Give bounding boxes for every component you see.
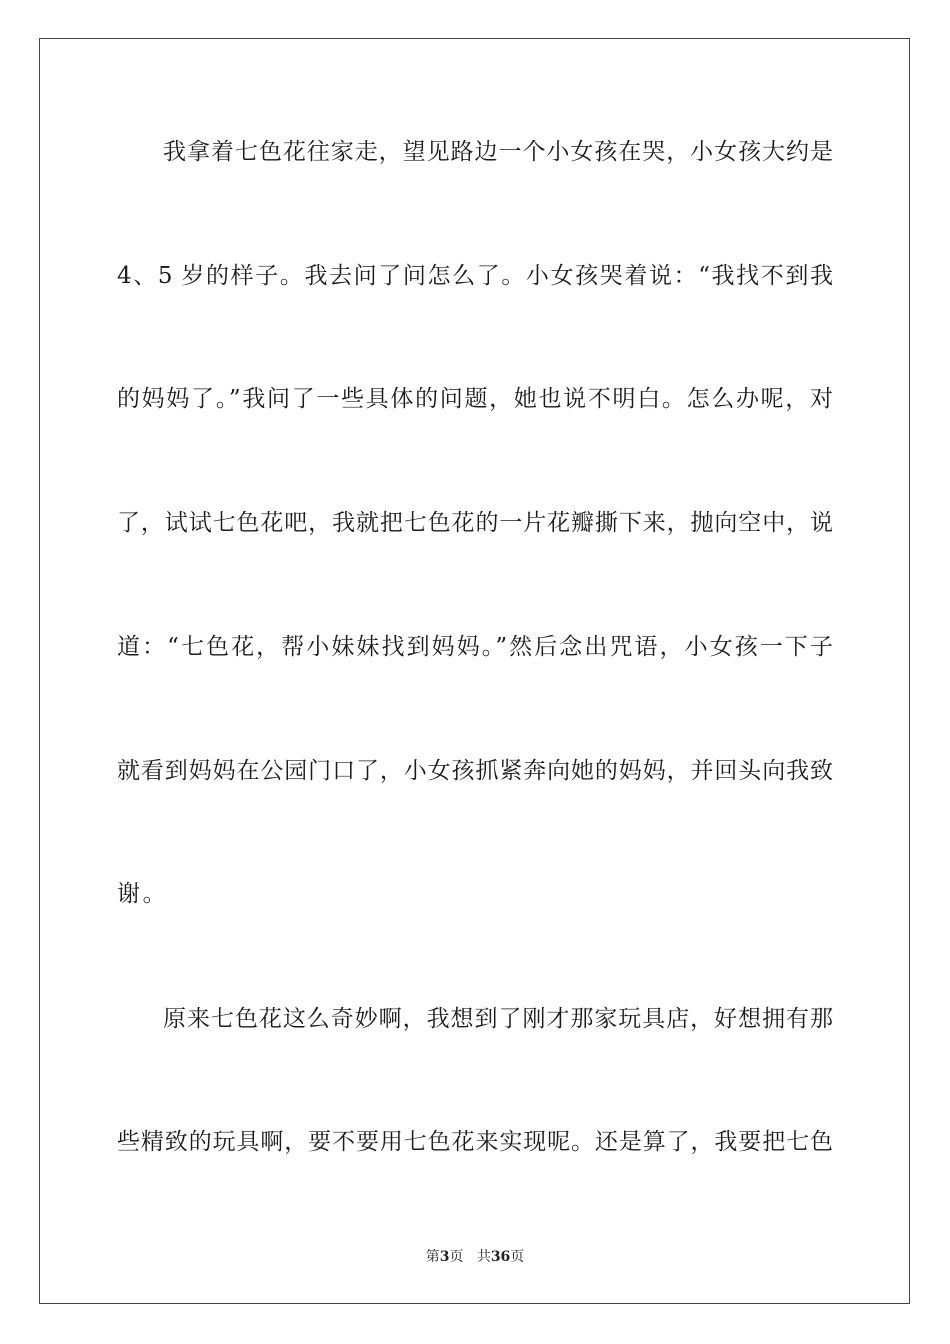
footer-total-unit: 页 xyxy=(510,1249,525,1265)
paragraph-line-1: 我拿着七色花往家走，望见路边一个小女孩在哭，小女孩大约是 xyxy=(163,139,833,165)
footer-total-prefix: 共 xyxy=(476,1249,491,1265)
total-pages-number: 36 xyxy=(490,1249,511,1265)
paragraph-line-7: 谢。 xyxy=(117,881,169,907)
paragraph-line-9: 些精致的玩具啊，要不要用七色花来实现呢。还是算了，我要把七色 xyxy=(117,1129,833,1155)
page-footer xyxy=(0,1246,950,1266)
footer-prefix: 第 xyxy=(425,1249,440,1265)
paragraph-line-6: 就看到妈妈在公园门口了，小女孩抓紧奔向她的妈妈，并回头向我致 xyxy=(117,758,833,784)
footer-page-unit: 页 xyxy=(449,1249,464,1265)
paragraph-line-4: 了，试试七色花吧，我就把七色花的一片花瓣撕下来，抛向空中，说 xyxy=(117,510,833,536)
paragraph-line-2: 4、5 岁的样子。我去问了问怎么了。小女孩哭着说：“我找不到我 xyxy=(117,263,833,289)
paragraph-line-5: 道：“七色花，帮小妹妹找到妈妈。”然后念出咒语，小女孩一下子 xyxy=(117,634,833,660)
current-page-number: 3 xyxy=(439,1249,450,1265)
page-border xyxy=(39,38,910,1304)
paragraph-line-8: 原来七色花这么奇妙啊，我想到了刚才那家玩具店，好想拥有那 xyxy=(163,1006,833,1032)
paragraph-line-3: 的妈妈了。”我问了一些具体的问题，她也说不明白。怎么办呢，对 xyxy=(117,386,833,412)
